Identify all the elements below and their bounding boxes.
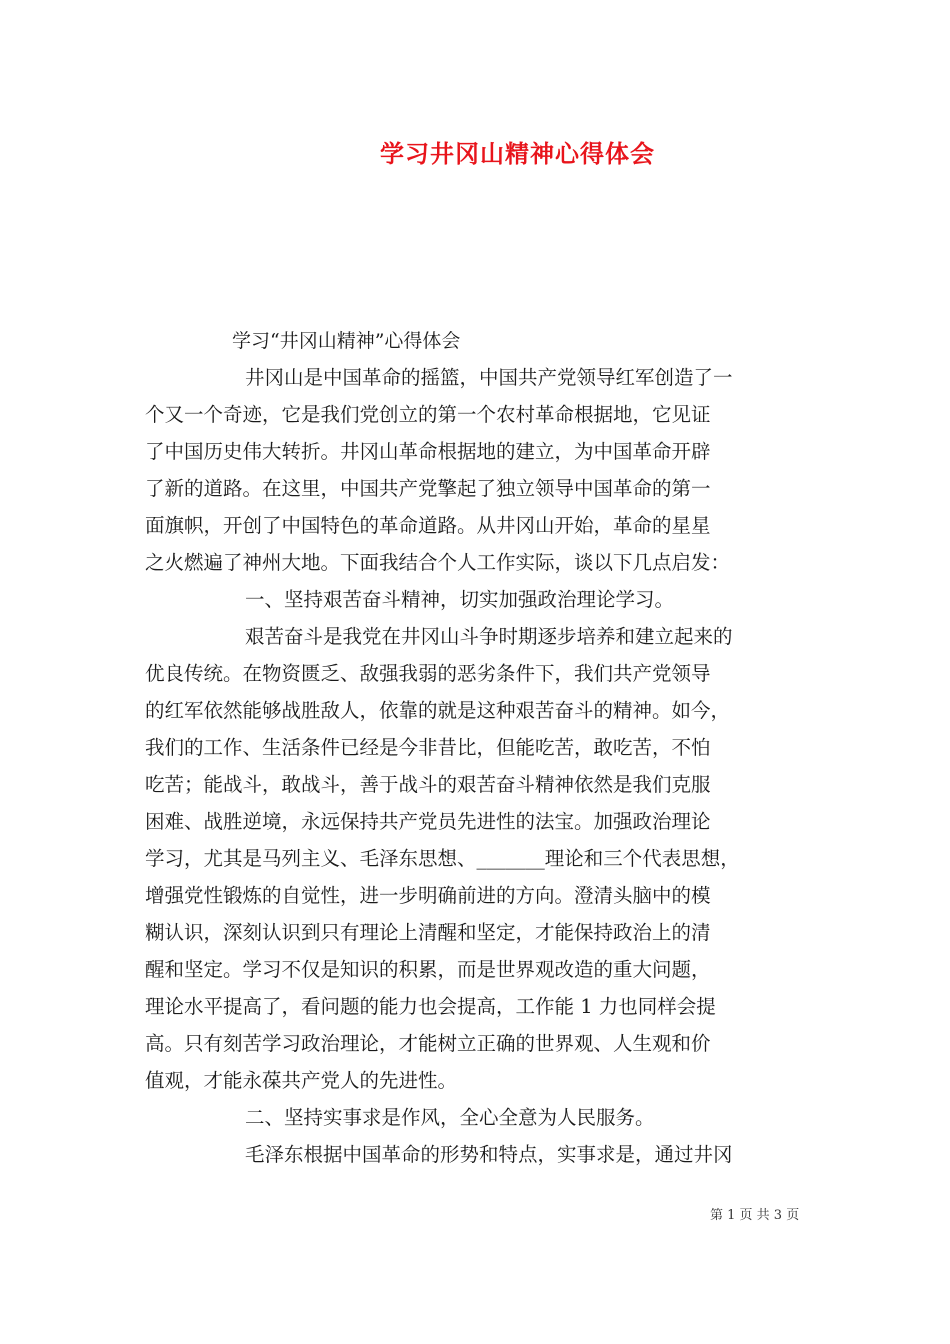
paragraph-line: 糊认识，深刻认识到只有理论上清醒和坚定，才能保持政治上的清 [145, 921, 711, 944]
paragraph-line: 的红军依然能够战胜敌人，依靠的就是这种艰苦奋斗的精神。如今， [145, 699, 731, 722]
paragraph-line: 优良传统。在物资匮乏、敌强我弱的恶劣条件下，我们共产党领导 [145, 662, 711, 685]
paragraph-line: 井冈山是中国革命的摇篮，中国共产党领导红军创造了一 [245, 366, 733, 389]
section-heading: 二、坚持实事求是作风，全心全意为人民服务。 [245, 1106, 655, 1129]
paragraph-line: 了新的道路。在这里，中国共产党擎起了独立领导中国革命的第一 [145, 477, 711, 500]
document-subtitle: 学习“井冈山精神”心得体会 [232, 330, 461, 352]
paragraph-line: 了中国历史伟大转折。井冈山革命根据地的建立，为中国革命开辟 [145, 440, 711, 463]
paragraph-line: 学习，尤其是马列主义、毛泽东思想、_______理论和三个代表思想， [145, 847, 740, 870]
paragraph-line: 个又一个奇迹，它是我们党创立的第一个农村革命根据地，它见证 [145, 403, 711, 426]
paragraph-line: 增强党性锻炼的自觉性，进一步明确前进的方向。澄清头脑中的模 [145, 884, 711, 907]
paragraph-line: 高。只有刻苦学习政治理论，才能树立正确的世界观、人生观和价 [145, 1032, 711, 1055]
paragraph-line: 之火燃遍了神州大地。下面我结合个人工作实际，谈以下几点启发： [145, 551, 731, 574]
paragraph-line: 面旗帜，开创了中国特色的革命道路。从井冈山开始，革命的星星 [145, 514, 711, 537]
paragraph-line: 毛泽东根据中国革命的形势和特点，实事求是，通过井冈 [245, 1143, 733, 1166]
paragraph-line: 我们的工作、生活条件已经是今非昔比，但能吃苦，敢吃苦，不怕 [145, 736, 711, 759]
paragraph-line: 困难、战胜逆境，永远保持共产党员先进性的法宝。加强政治理论 [145, 810, 711, 833]
paragraph-line: 艰苦奋斗是我党在井冈山斗争时期逐步培养和建立起来的 [245, 625, 733, 648]
paragraph-line: 理论水平提高了，看问题的能力也会提高，工作能 1 力也同样会提 [145, 995, 716, 1018]
paragraph-line: 吃苦；能战斗，敢战斗，善于战斗的艰苦奋斗精神依然是我们克服 [145, 773, 711, 796]
page-title: 学习井冈山精神心得体会 [380, 139, 655, 168]
paragraph-line: 值观，才能永葆共产党人的先进性。 [145, 1069, 458, 1092]
paragraph-line: 醒和坚定。学习不仅是知识的积累，而是世界观改造的重大问题， [145, 958, 711, 981]
section-heading: 一、坚持艰苦奋斗精神，切实加强政治理论学习。 [245, 588, 675, 611]
page-footer: 第 1 页 共 3 页 [710, 1208, 800, 1223]
